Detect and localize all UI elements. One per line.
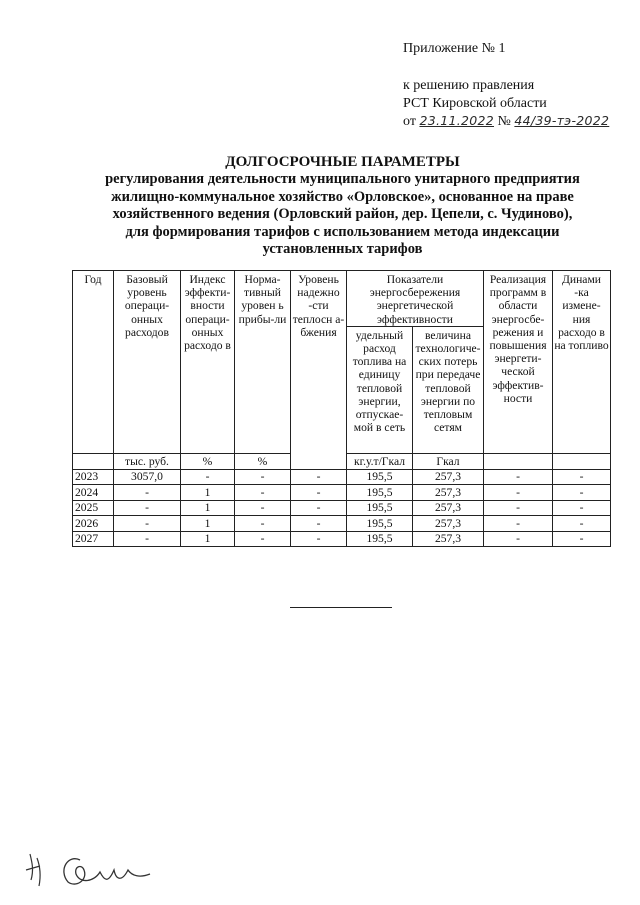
decision-date: 23.11.2022	[419, 113, 495, 128]
closing-rule	[290, 607, 392, 608]
table-cell: -	[235, 531, 291, 547]
table-cell: -	[484, 469, 553, 485]
header-fuel-dynamics: Динами -ка измене-ния расходо в на топливо	[553, 271, 611, 454]
header-energy-saving: Показатели энергосбережения энергетической эффективности	[347, 271, 484, 327]
table-cell: 195,5	[347, 485, 413, 501]
table-cell: 3057,0	[114, 469, 181, 485]
table-cell: -	[114, 485, 181, 501]
table-cell: -	[553, 531, 611, 547]
document-title	[70, 154, 615, 258]
decision-block	[403, 77, 609, 131]
table-cell: -	[235, 516, 291, 532]
header-efficiency-index: Индекс эффекти-вности операци-онных расходо в	[181, 271, 235, 454]
handwritten-signature	[10, 840, 170, 895]
unit-cell	[484, 453, 553, 469]
title-line-1: ДОЛГОСРОЧНЫЕ ПАРАМЕТРЫ	[225, 154, 460, 170]
unit-cell: %	[181, 453, 235, 469]
table-cell: 1	[181, 531, 235, 547]
table-cell: 1	[181, 500, 235, 516]
number-prefix: №	[497, 114, 511, 129]
table-cell: -	[291, 485, 347, 501]
table-cell: 2026	[73, 516, 114, 532]
header-base-opex: Базовый уровень операци-онных расходов	[114, 271, 181, 454]
table-row	[73, 485, 611, 501]
table-cell: 257,3	[413, 500, 484, 516]
table-cell: -	[235, 500, 291, 516]
date-prefix: от	[403, 114, 416, 129]
table-cell: -	[114, 516, 181, 532]
table-cell: -	[484, 516, 553, 532]
unit-cell	[553, 453, 611, 469]
header-heat-losses: величина технологиче-ских потерь при передаче тепловой энергии по тепловым сетям	[413, 326, 484, 453]
header-year: Год	[73, 271, 114, 454]
table-cell: 1	[181, 485, 235, 501]
title-line-3: жилищно-коммунальное хозяйство «Орловское», основанное на праве	[111, 188, 574, 205]
table-cell: -	[553, 500, 611, 516]
table-cell: 2024	[73, 485, 114, 501]
header-reliability: Уровень надежно -сти теплосн а-бжения	[291, 271, 347, 470]
title-line-2: регулирования деятельности муниципального унитарного предприятия	[105, 171, 580, 188]
table-cell: 195,5	[347, 469, 413, 485]
table-cell: -	[291, 531, 347, 547]
table-cell: -	[291, 516, 347, 532]
table-cell: -	[291, 500, 347, 516]
table-row	[73, 516, 611, 532]
table-cell: 257,3	[413, 516, 484, 532]
table-cell: -	[235, 485, 291, 501]
decision-line-2: РСТ Кировской области	[403, 95, 547, 111]
table-cell: 2025	[73, 500, 114, 516]
table-cell: -	[553, 485, 611, 501]
unit-cell: кг.у.т/Гкал	[347, 453, 413, 469]
table-cell: 1	[181, 516, 235, 532]
decision-date-number	[403, 112, 609, 131]
table-cell: -	[553, 469, 611, 485]
table-cell: 257,3	[413, 469, 484, 485]
table-cell: -	[114, 500, 181, 516]
table-cell: -	[484, 485, 553, 501]
table-cell: 195,5	[347, 500, 413, 516]
table-row	[73, 500, 611, 516]
unit-cell	[73, 453, 114, 469]
table-cell: -	[235, 469, 291, 485]
parameters-table	[72, 270, 611, 547]
table-cell: -	[291, 469, 347, 485]
unit-cell: %	[235, 453, 291, 469]
table-cell: 2023	[73, 469, 114, 485]
table-cell: 2027	[73, 531, 114, 547]
title-line-4: хозяйственного ведения (Орловский район, дер. Цепели, с. Чудиново),	[112, 206, 573, 223]
table-cell: 195,5	[347, 516, 413, 532]
table-cell: -	[114, 531, 181, 547]
header-fuel-consumption: удельный расход топлива на единицу тепловой энергии, отпускае-мой в сеть	[347, 326, 413, 453]
appendix-label: Приложение № 1	[403, 41, 506, 56]
decision-line-1: к решению правления	[403, 78, 535, 93]
table-cell: -	[181, 469, 235, 485]
header-profit-level: Норма-тивный уровен ь прибы-ли	[235, 271, 291, 454]
decision-number: 44/39-тэ-2022	[514, 113, 610, 128]
table-cell: 257,3	[413, 485, 484, 501]
table-row	[73, 531, 611, 547]
header-programs: Реализация программ в области энергосбе-режения и повышения энергети-ческой эффектив-ности	[484, 271, 553, 454]
unit-cell: Гкал	[413, 453, 484, 469]
unit-cell: тыс. руб.	[114, 453, 181, 469]
table-cell: -	[484, 500, 553, 516]
table-row	[73, 469, 611, 485]
table-cell: -	[484, 531, 553, 547]
title-line-5: для формирования тарифов с использованием метода индексации	[125, 223, 560, 240]
table-cell: 257,3	[413, 531, 484, 547]
table-cell: -	[553, 516, 611, 532]
title-line-6: установленных тарифов	[262, 241, 423, 258]
table-cell: 195,5	[347, 531, 413, 547]
